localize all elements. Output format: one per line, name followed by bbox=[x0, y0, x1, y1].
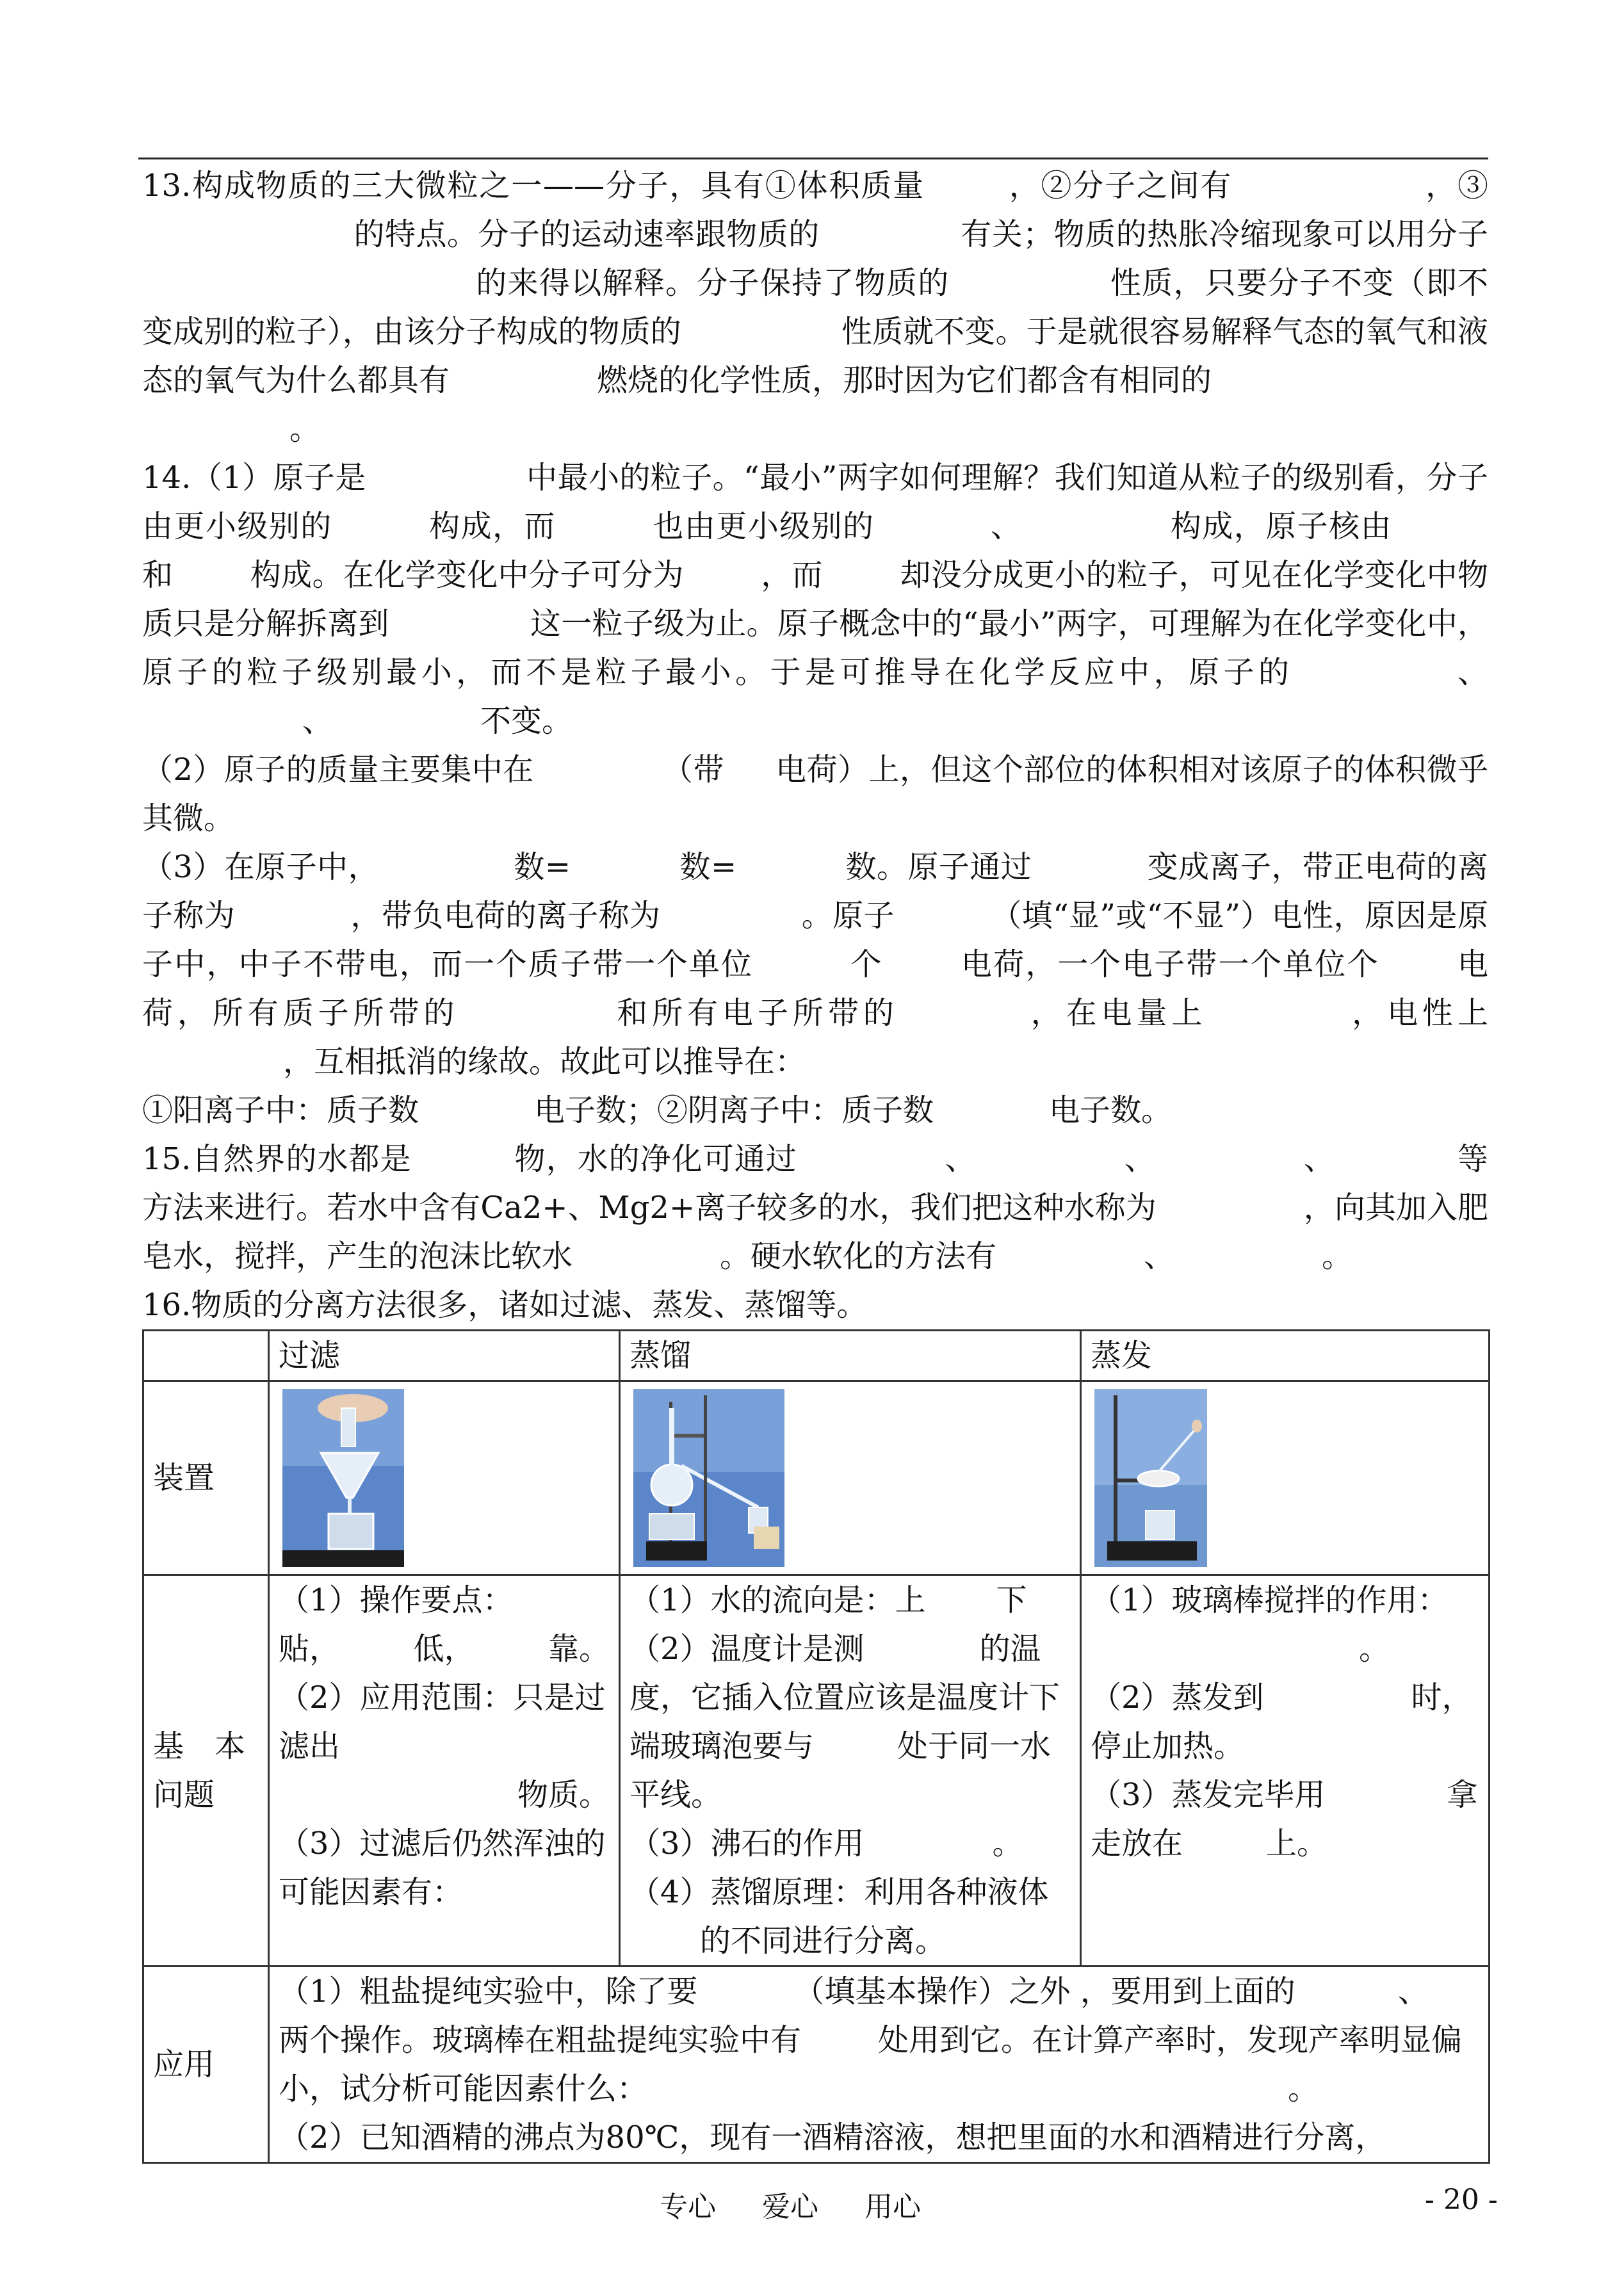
header-rule bbox=[138, 158, 1488, 159]
header-filter: 过滤 bbox=[269, 1331, 620, 1381]
question-15: 15.自然界的水都是 物，水的净化可通过 、 、 、 等方法来进行。若水中含有Ca2+、Mg2+离子较多的水，我们把这种水称为 ，向其加入肥皂水，搅拌，产生的泡沫比软水 。硬水软化的方法有 、 。 bbox=[142, 1141, 1488, 1274]
question-14-part3: （3）在原子中， 数= 数= 数。原子通过 变成离子，带正电荷的离子称为 ，带负电荷的离子称为 。原子 （填“显”或“不显”）电性，原因是原子中，中子不带电，而一个质子带一个单位 个 电荷，一个电子带一个单位个 电荷，所有质子所带的 和所有电子所带的 ，在电量上 ，电性上，互相抵消的缘故。故此可以推导在： bbox=[142, 849, 1488, 1080]
question-14-part1: 14.（1）原子是 中最小的粒子。“最小”两字如何理解？我们知道从粒子的级别看，分子由更小级别的 构成，而 也由更小级别的 、 构成，原子核由和 构成。在化学变化中分子可分为 ，而 却没分成更小的粒子，可见在化学变化中物质只是分解拆离到 这一粒子级为止。原子概念中的“最小”两字，可理解为在化学变化中，原子的粒子级别最小，而不是粒子最小。于是可推导在化学反应中，原子的 、、 不变。 bbox=[142, 460, 1488, 739]
filter-image-cell bbox=[269, 1381, 620, 1575]
row-label-basic: 基 本问题 bbox=[143, 1575, 269, 1967]
row-label-apply: 应用 bbox=[143, 1967, 269, 2163]
question-14-part2: （2）原子的质量主要集中在 （带 电荷）上，但这个部位的体积相对该原子的体积微乎其微。 bbox=[142, 752, 1488, 836]
header-distill: 蒸馏 bbox=[620, 1331, 1081, 1381]
distill-image-cell bbox=[620, 1381, 1081, 1575]
application-row bbox=[143, 1967, 1490, 2163]
filtration-apparatus-photo bbox=[282, 1389, 404, 1567]
header-evaporate: 蒸发 bbox=[1081, 1331, 1490, 1381]
evaporation-apparatus-photo bbox=[1094, 1389, 1207, 1567]
footer-word: 爱心 bbox=[762, 2191, 818, 2223]
basic-question-row bbox=[143, 1575, 1490, 1967]
evaporate-basic-cell: （1）玻璃棒搅拌的作用： 。 （2）蒸发到 时，停止加热。 （3）蒸发完毕用 拿走放在 上。 bbox=[1081, 1575, 1490, 1967]
application-cell: （1）粗盐提纯实验中，除了要 （填基本操作）之外 ，要用到上面的 、 两个操作。玻璃棒在粗盐提纯实验中有 处用到它。在计算产率时，发现产率明显偏小，试分析可能因素什么： 。 （2）已知酒精的沸点为80℃，现有一酒精溶液，想把里面的水和酒精进行分离， bbox=[269, 1967, 1490, 2163]
page-number: - 20 - bbox=[1425, 2184, 1498, 2216]
evaporate-image-cell bbox=[1081, 1381, 1490, 1575]
question-14-part4: ①阳离子中：质子数 电子数；②阴离子中：质子数 电子数。 bbox=[142, 1092, 1173, 1128]
question-text bbox=[142, 161, 1488, 1329]
row-label-device: 装置 bbox=[143, 1381, 269, 1575]
footer-word: 用心 bbox=[865, 2191, 921, 2223]
footer-slogan bbox=[660, 2184, 967, 2225]
distillation-apparatus-photo bbox=[633, 1389, 784, 1567]
separation-methods-table bbox=[142, 1329, 1490, 2164]
header-empty bbox=[143, 1331, 269, 1381]
distill-basic-cell: （1）水的流向是：上 下 （2）温度计是测 的温度，它插入位置应该是温度计下端玻璃泡要与 处于同一水平线。 （3）沸石的作用 。 （4）蒸馏原理：利用各种液体 的不同进行分离。 bbox=[620, 1575, 1081, 1967]
filter-basic-cell: （1）操作要点： 贴， 低， 靠。 （2）应用范围：只是过滤出 物质。 （3）过滤后仍然浑浊的可能因素有： bbox=[269, 1575, 620, 1967]
table-header-row bbox=[143, 1331, 1490, 1381]
device-row bbox=[143, 1381, 1490, 1575]
footer-word: 专心 bbox=[660, 2191, 716, 2223]
question-16-intro: 16.物质的分离方法很多，诸如过滤、蒸发、蒸馏等。 bbox=[142, 1287, 868, 1323]
question-13: 13.构成物质的三大微粒之一——分子，具有①体积质量 ，②分子之间有 ，③的特点。分子的运动速率跟物质的 有关；物质的热胀冷缩现象可以用分子的来得以解释。分子保持了物质的 性质，只要分子不变（即不变成别的粒子），由该分子构成的物质的 性质就不变。于是就很容易解释气态的氧气和液态的氧气为什么都具有 燃烧的化学性质，那时因为它们都含有相同的 。 bbox=[142, 168, 1488, 447]
